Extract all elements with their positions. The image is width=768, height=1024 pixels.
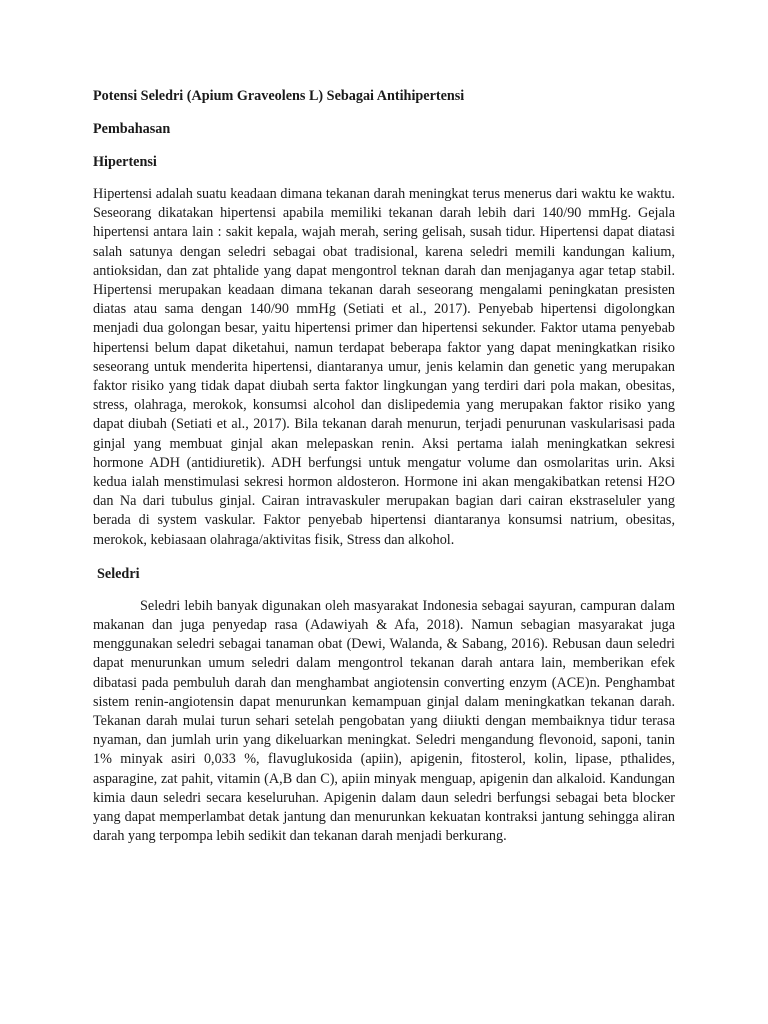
subsection-heading-seledri: Seledri: [97, 565, 140, 582]
paragraph-hipertensi: Hipertensi adalah suatu keadaan dimana tekanan darah meningkat terus menerus dari waktu ke waktu. Seseorang dikatakan hipertensi apabila memiliki tekanan darah lebih dari 140/90 mmHg. Gejala hipertensi antara lain : sakit kepala, wajah merah, sering gelisah, susah tidur. Hipertensi dapat diatasi salah satunya dengan seledri sebagai obat tradisional, karena seledri memili kandungan kalium, antioksidan, dan zat phtalide yang dapat mengontrol teknan darah dan menjaganya agar tetap stabil. Hipertensi merupakan keadaan dimana tekanan darah seseorang mengalami peningkatan presisten diatas atau sama dengan 140/90 mmHg (Setiati et al., 2017). Penyebab hipertensi digolongkan menjadi dua golongan besar, yaitu hipertensi primer dan hipertensi sekunder. Faktor utama penyebab hipertensi belum dapat diketahui, namun terdapat beberapa faktor yang dapat meningkatkan risiko seseorang untuk menderita hipertensi, diantaranya umur, jenis kelamin dan genetic yang merupakan faktor risiko yang tidak dapat diubah serta faktor lingkungan yang terdiri dari pola makan, obesitas, stress, olahraga, merokok, konsumsi alcohol dan dislipedemia yang merupakan faktor risiko yang dapat diubah (Setiati et al., 2017). Bila tekanan darah menurun, terjadi penurunan vaskularisasi pada ginjal yang membuat ginjal akan melepaskan renin. Aksi pertama ialah meningkatkan sekresi hormone ADH (antidiuretik). ADH berfungsi untuk mengatur volume dan osmolaritas urin. Aksi kedua ialah menstimulasi sekresi hormon aldosteron. Hormone ini akan mengakibatkan retensi H2O dan Na dari tubulus ginjal. Cairan intravaskuler merupakan bagian dari cairan ekstraseluler yang berada di system vaskular. Faktor penyebab hipertensi diantaranya konsumsi natrium, obesitas, merokok, kebiasaan olahraga/aktivitas fisik, Stress dan alkohol.: [93, 186, 675, 548]
section-heading-pembahasan: Pembahasan: [93, 121, 171, 137]
document-title: Potensi Seledri (Apium Graveolens L) Sebagai Antihipertensi: [93, 88, 465, 104]
document-page: [93, 86, 675, 861]
subsection-heading-hipertensi: Hipertensi: [93, 154, 157, 170]
paragraph-seledri: Seledri lebih banyak digunakan oleh masyarakat Indonesia sebagai sayuran, campuran dalam makanan dan juga penyedap rasa (Adawiyah & Afa, 2018). Namun sebagian masyarakat juga menggunakan seledri sebagai tanaman obat (Dewi, Walanda, & Sabang, 2016). Rebusan daun seledri dapat menurunkan umum seledri dalam mengontrol tekanan darah antara lain, memberikan efek dibatasi pada pembuluh darah dan menghambat angiotensin converting enzym (ACE)n. Penghambat sistem renin-angiotensin dapat menurunkan kemampuan ginjal dalam meningkatkan tekanan darah. Tekanan darah mulai turun sehari setelah pengobatan yang diiukti dengan membaiknya tidur terasa nyaman, dan jumlah urin yang dikeluarkan meningkat. Seledri mengandung flevonoid, saponi, tanin 1% minyak asiri 0,033 %, flavuglukosida (apiin), apigenin, fitosterol, kolin, lipase, pthalides, asparagine, zat pahit, vitamin (A,B dan C), apiin minyak menguap, apigenin dan alkaloid. Kandungan kimia daun seledri secara keseluruhan. Apigenin dalam daun seledri berfungsi sebagai beta blocker yang dapat memperlambat detak jantung dan menurunkan kekuatan kontraksi jantung sehingga aliran darah yang terpompa lebih sedikit dan tekanan darah menjadi berkurang.: [93, 597, 675, 845]
